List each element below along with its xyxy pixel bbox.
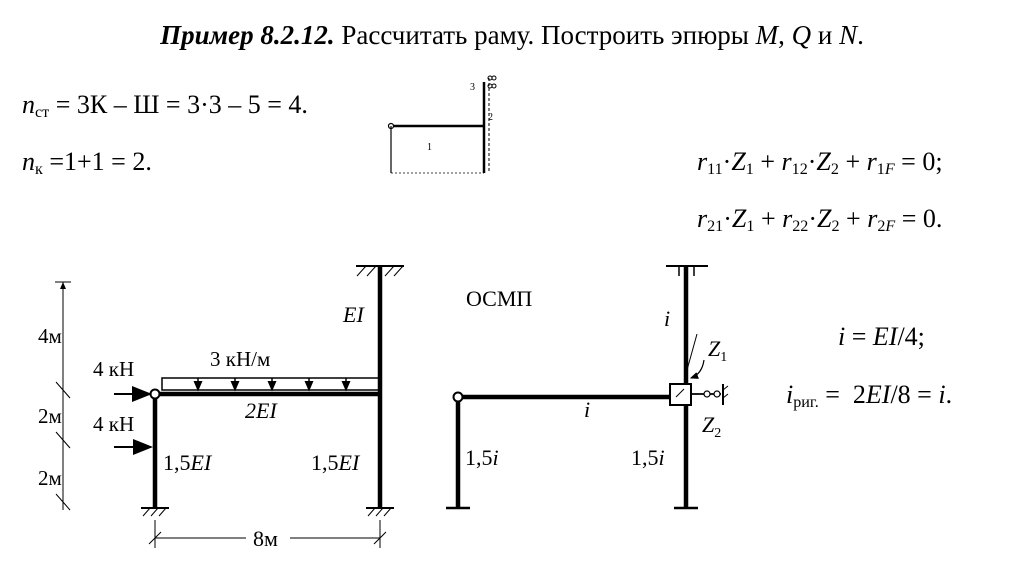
osmp-z1-label: $Z_1$ xyxy=(708,336,728,365)
formula-nst-sub: ст xyxy=(35,104,50,122)
ei-right-col-label: 1,5EI xyxy=(311,450,360,475)
osmp-i-left: 1,5i xyxy=(465,445,499,470)
title-q: Q xyxy=(791,20,812,50)
title-and: и xyxy=(817,20,833,50)
z1-arrow xyxy=(691,360,704,378)
equation-2: $r_{21}\cdot Z_1 + r_{22}\cdot Z_2 + r_{2F} = 0$. xyxy=(697,204,943,236)
title-text: Рассчитать раму. Построить эпюры xyxy=(341,20,749,50)
ei-col-top-label: EI xyxy=(343,302,364,327)
dim-top-label: 4м xyxy=(38,324,62,348)
osmp-i-beam: i xyxy=(584,397,591,422)
title-comma: , xyxy=(778,20,785,50)
formula-nst-rest: = 3К – Ш = 3·3 – 5 = 4. xyxy=(49,90,308,119)
formula-nk-sub: к xyxy=(35,161,43,179)
span-label: 8м xyxy=(253,526,278,551)
osmp-z2-label: $Z_2$ xyxy=(702,412,722,441)
ei-left-col-label: 1,5EI xyxy=(163,450,212,475)
title-n: N xyxy=(839,20,858,50)
title-dot: . xyxy=(857,20,864,50)
force-bot-label: 4 кН xyxy=(93,412,135,436)
force-top-label: 4 кН xyxy=(93,357,135,381)
formula-i-def: i = EI/4; xyxy=(838,322,925,351)
example-number: Пример 8.2.12. xyxy=(160,20,335,50)
load-label: 3 кН/м xyxy=(210,347,271,371)
beam-hinge xyxy=(151,390,160,399)
formula-nk-symbol: n xyxy=(22,147,35,176)
osmp-title: ОСМП xyxy=(466,286,533,311)
osmp-i-right: 1,5i xyxy=(631,445,665,470)
osmp-i-top: i xyxy=(664,306,671,331)
small-label-3: 3 xyxy=(470,82,475,93)
equation-1: $r_{11}\cdot Z_1 + r_{12}\cdot Z_2 + r_{1F} = 0$; xyxy=(697,147,943,179)
ei-beam-label: 2EI xyxy=(245,398,277,423)
osmp-hinge xyxy=(454,393,463,402)
osmp-node-clamp xyxy=(670,384,691,405)
small-label-2: 2 xyxy=(488,112,493,123)
formula-nk-rest: =1+1 = 2. xyxy=(42,147,152,176)
dim-mid-label: 2м xyxy=(38,404,62,428)
formula-nst-symbol: n xyxy=(22,90,35,119)
formula-irig-symbol: i xyxy=(786,380,794,409)
distributed-load xyxy=(162,378,380,390)
formula-irig-sub: риг. xyxy=(793,394,819,412)
dim-bot-label: 2м xyxy=(38,466,62,490)
small-scheme xyxy=(389,76,497,173)
title-m: M xyxy=(755,20,779,50)
z1-tick xyxy=(687,334,697,370)
formula-irig: $i_{риг.} = 2EI/8 = i$. xyxy=(786,380,953,412)
small-label-1: 1 xyxy=(427,142,432,153)
